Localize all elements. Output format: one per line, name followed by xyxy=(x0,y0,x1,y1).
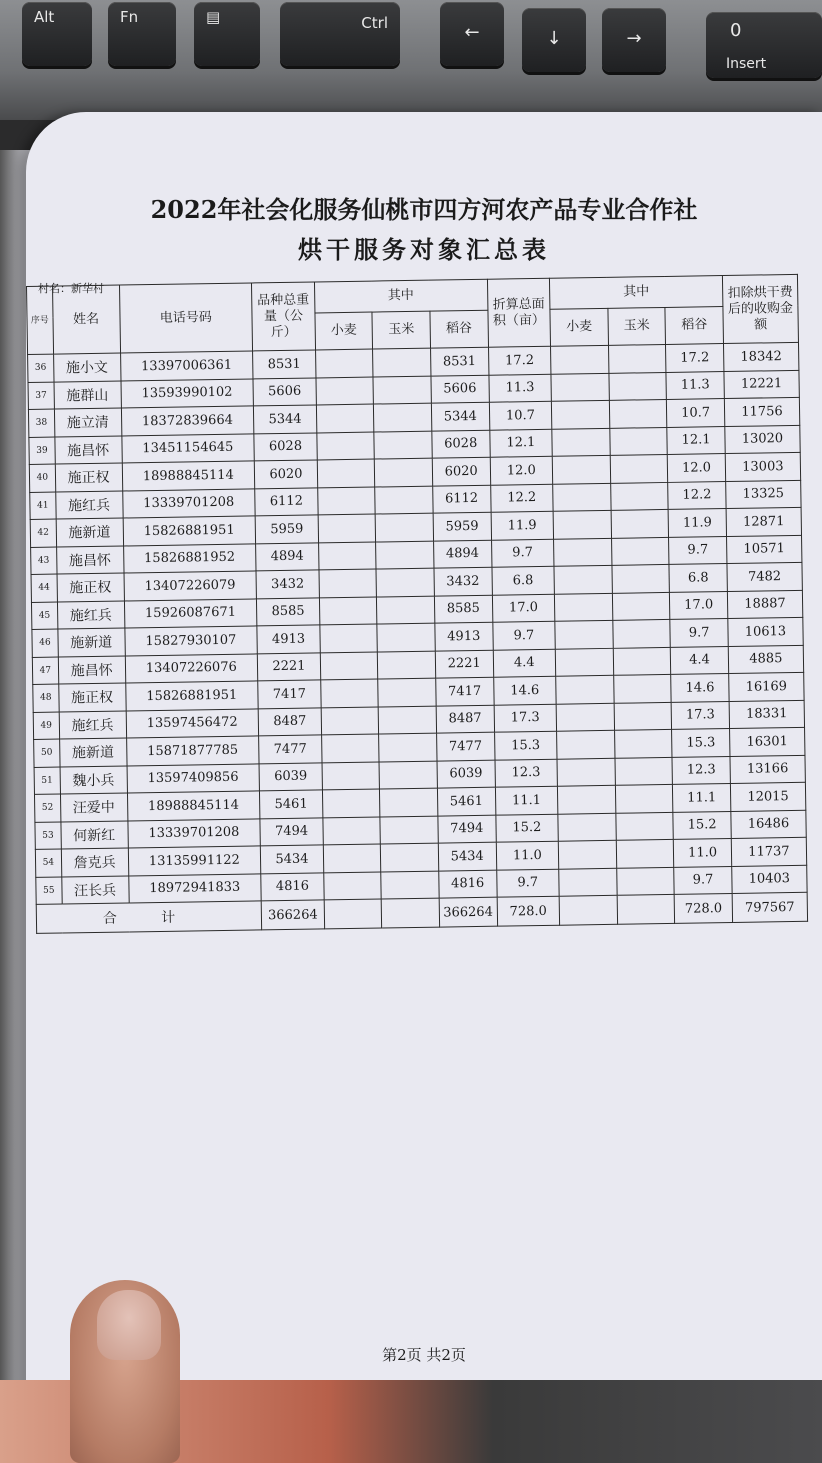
row-seq: 48 xyxy=(33,684,59,712)
row-corn-area xyxy=(611,509,669,537)
row-corn-area xyxy=(616,839,674,867)
row-name: 施正权 xyxy=(57,573,124,602)
row-amount: 18331 xyxy=(729,700,805,729)
row-wheat xyxy=(323,817,381,845)
row-corn xyxy=(376,568,434,596)
row-corn xyxy=(374,403,432,431)
row-seq: 54 xyxy=(35,849,61,877)
row-seq: 37 xyxy=(28,382,54,410)
row-name: 施立清 xyxy=(54,408,121,437)
row-wheat xyxy=(315,349,373,377)
row-rice: 5434 xyxy=(438,842,496,870)
header-phone: 电话号码 xyxy=(119,283,253,353)
row-amount: 18887 xyxy=(727,590,803,619)
header-wheat-2: 小麦 xyxy=(550,308,608,346)
row-rice-area: 17.3 xyxy=(671,701,729,729)
row-wheat-area xyxy=(553,483,611,511)
row-area: 9.7 xyxy=(496,869,559,897)
row-wheat xyxy=(321,734,379,762)
row-corn xyxy=(377,596,435,624)
row-area: 17.2 xyxy=(488,346,551,374)
left-arrow-key: ← xyxy=(440,2,504,66)
row-rice: 6020 xyxy=(432,457,490,485)
row-weight: 5434 xyxy=(260,845,323,873)
row-weight: 5461 xyxy=(260,790,323,818)
row-corn xyxy=(376,513,434,541)
summary-table xyxy=(26,274,808,934)
row-amount: 13003 xyxy=(725,452,801,481)
row-rice: 6028 xyxy=(432,430,490,458)
total-rice: 366264 xyxy=(439,897,497,927)
row-weight: 6112 xyxy=(255,487,318,515)
row-wheat xyxy=(319,597,377,625)
row-wheat-area xyxy=(554,538,612,566)
row-corn-area xyxy=(608,344,666,372)
row-seq: 40 xyxy=(29,464,55,492)
row-corn xyxy=(376,541,434,569)
row-seq: 50 xyxy=(34,739,60,767)
row-corn-area xyxy=(616,867,674,895)
row-weight: 5344 xyxy=(254,405,317,433)
row-phone: 18988845114 xyxy=(122,461,255,491)
row-seq: 42 xyxy=(30,519,56,547)
row-weight: 7417 xyxy=(258,680,321,708)
table-body xyxy=(28,342,808,904)
row-rice: 6039 xyxy=(437,760,495,788)
row-seq: 53 xyxy=(35,822,61,850)
row-phone: 13597456472 xyxy=(126,708,259,738)
row-amount: 11737 xyxy=(731,837,807,866)
row-name: 施小文 xyxy=(53,353,120,382)
row-wheat-area xyxy=(552,428,610,456)
row-phone: 18372839664 xyxy=(121,406,254,436)
down-arrow-key: ↓ xyxy=(522,8,586,72)
fingernail xyxy=(97,1290,161,1360)
row-corn xyxy=(375,458,433,486)
row-amount: 10403 xyxy=(732,865,808,894)
row-name: 施新道 xyxy=(59,738,126,767)
row-amount: 7482 xyxy=(727,562,803,591)
row-corn xyxy=(373,376,431,404)
row-rice-area: 11.9 xyxy=(668,509,726,537)
row-seq: 44 xyxy=(31,574,57,602)
fn-key: Fn xyxy=(108,2,176,66)
row-rice: 6112 xyxy=(433,485,491,513)
row-phone: 13339701208 xyxy=(127,818,260,848)
document-subtitle: 烘干服务对象汇总表 xyxy=(298,235,550,264)
row-rice-area: 14.6 xyxy=(671,674,729,702)
row-rice: 5959 xyxy=(433,512,491,540)
row-weight: 5606 xyxy=(253,377,316,405)
row-rice: 5606 xyxy=(431,375,489,403)
row-name: 施红兵 xyxy=(55,491,122,520)
row-phone: 18972941833 xyxy=(128,873,261,903)
row-wheat-area xyxy=(555,648,613,676)
row-amount: 16169 xyxy=(729,672,805,701)
row-phone: 15826881952 xyxy=(123,543,256,573)
row-area: 10.7 xyxy=(489,401,552,429)
row-name: 何新红 xyxy=(61,820,128,849)
row-corn-area xyxy=(613,674,671,702)
row-wheat xyxy=(318,514,376,542)
total-rice-area: 728.0 xyxy=(674,893,732,923)
row-seq: 43 xyxy=(31,547,57,575)
row-wheat xyxy=(321,679,379,707)
row-weight: 4913 xyxy=(257,625,320,653)
document-title: 2022年社会化服务仙桃市四方河农产品专业合作社 xyxy=(150,195,698,224)
row-weight: 3432 xyxy=(256,570,319,598)
row-wheat-area xyxy=(551,373,609,401)
header-area: 折算总面积（亩） xyxy=(487,278,551,347)
row-seq: 38 xyxy=(28,409,54,437)
row-rice: 3432 xyxy=(434,567,492,595)
row-name: 施红兵 xyxy=(57,601,124,630)
row-wheat-area xyxy=(555,593,613,621)
row-rice-area: 15.2 xyxy=(673,811,731,839)
row-rice-area: 4.4 xyxy=(671,646,729,674)
row-area: 14.6 xyxy=(493,676,556,704)
row-wheat-area xyxy=(555,620,613,648)
row-corn xyxy=(379,761,437,789)
row-phone: 13339701208 xyxy=(122,488,255,518)
row-phone: 13407226079 xyxy=(124,571,257,601)
row-weight: 6028 xyxy=(254,432,317,460)
row-rice-area: 12.0 xyxy=(668,454,726,482)
row-seq: 41 xyxy=(30,492,56,520)
row-phone: 15827930107 xyxy=(124,626,257,656)
row-rice-area: 11.0 xyxy=(674,838,732,866)
row-seq: 36 xyxy=(28,354,54,382)
row-wheat xyxy=(323,844,381,872)
row-weight: 5959 xyxy=(255,515,318,543)
alt-key: Alt xyxy=(22,2,92,66)
row-rice: 7477 xyxy=(437,732,495,760)
row-wheat xyxy=(317,432,375,460)
row-rice: 4913 xyxy=(435,622,493,650)
row-name: 施新道 xyxy=(58,628,125,657)
row-rice-area: 12.1 xyxy=(667,426,725,454)
row-rice-area: 15.3 xyxy=(672,729,730,757)
row-rice: 8531 xyxy=(430,347,488,375)
row-corn xyxy=(381,871,439,899)
row-wheat xyxy=(319,569,377,597)
row-seq: 52 xyxy=(34,794,60,822)
row-phone: 15871877785 xyxy=(126,736,259,766)
row-wheat-area xyxy=(556,675,614,703)
row-area: 17.3 xyxy=(494,704,557,732)
row-wheat xyxy=(320,624,378,652)
row-wheat-area xyxy=(556,703,614,731)
row-rice: 4816 xyxy=(439,870,497,898)
header-of-which-2: 其中 xyxy=(550,276,723,310)
row-corn xyxy=(373,348,431,376)
row-wheat xyxy=(324,871,382,899)
row-wheat-area xyxy=(558,813,616,841)
row-rice: 5344 xyxy=(431,402,489,430)
row-rice-area: 10.7 xyxy=(667,399,725,427)
row-name: 汪爱中 xyxy=(60,793,127,822)
row-rice: 7417 xyxy=(436,677,494,705)
header-seq: 序号 xyxy=(27,286,54,354)
row-corn-area xyxy=(612,564,670,592)
row-corn-area xyxy=(610,454,668,482)
header-amount: 扣除烘干费后的收购金额 xyxy=(722,274,798,343)
row-amount: 18342 xyxy=(723,342,799,371)
row-weight: 7494 xyxy=(260,817,323,845)
row-wheat-area xyxy=(557,730,615,758)
row-wheat-area xyxy=(553,510,611,538)
row-corn xyxy=(379,733,437,761)
row-corn-area xyxy=(609,399,667,427)
row-wheat xyxy=(322,762,380,790)
row-rice-area: 9.7 xyxy=(670,619,728,647)
row-rice-area: 9.7 xyxy=(674,866,732,894)
row-rice-area: 11.3 xyxy=(666,371,724,399)
row-rice-area: 6.8 xyxy=(669,564,727,592)
row-area: 15.3 xyxy=(494,731,557,759)
row-rice: 8487 xyxy=(436,705,494,733)
row-name: 施正权 xyxy=(55,463,122,492)
right-arrow-key: → xyxy=(602,8,666,72)
row-corn-area xyxy=(612,592,670,620)
row-corn-area xyxy=(614,702,672,730)
row-wheat-area xyxy=(557,758,615,786)
row-rice-area: 11.1 xyxy=(673,783,731,811)
row-wheat-area xyxy=(552,455,610,483)
row-amount: 12221 xyxy=(724,370,800,399)
row-area: 12.0 xyxy=(490,456,553,484)
row-rice-area: 17.0 xyxy=(670,591,728,619)
row-name: 汪长兵 xyxy=(61,875,128,904)
row-wheat-area xyxy=(551,345,609,373)
row-weight: 6039 xyxy=(259,762,322,790)
row-area: 4.4 xyxy=(493,649,556,677)
row-phone: 13597409856 xyxy=(127,763,260,793)
row-rice: 8585 xyxy=(434,595,492,623)
row-weight: 4894 xyxy=(256,542,319,570)
total-label: 合 计 xyxy=(36,901,262,934)
row-wheat-area xyxy=(554,565,612,593)
total-area: 728.0 xyxy=(497,896,560,926)
row-corn-area xyxy=(615,784,673,812)
header-weight: 品种总重量（公斤） xyxy=(252,282,316,351)
row-phone: 13135991122 xyxy=(128,846,261,876)
menu-key: ▤ xyxy=(194,2,260,66)
row-phone: 15826881951 xyxy=(125,681,258,711)
row-wheat-area xyxy=(552,400,610,428)
row-wheat-area xyxy=(558,785,616,813)
row-corn xyxy=(375,486,433,514)
row-seq: 55 xyxy=(36,877,62,905)
row-name: 施新道 xyxy=(56,518,123,547)
row-area: 6.8 xyxy=(491,566,554,594)
row-weight: 4816 xyxy=(261,872,324,900)
row-corn xyxy=(378,651,436,679)
row-name: 施昌怀 xyxy=(55,436,122,465)
row-corn-area xyxy=(609,372,667,400)
row-corn-area xyxy=(613,619,671,647)
row-amount: 16301 xyxy=(729,727,805,756)
row-corn xyxy=(377,623,435,651)
header-corn-2: 玉米 xyxy=(608,307,666,345)
row-wheat xyxy=(320,652,378,680)
row-phone: 13593990102 xyxy=(120,378,253,408)
row-amount: 13020 xyxy=(725,425,801,454)
row-corn xyxy=(378,678,436,706)
row-phone: 13397006361 xyxy=(120,351,253,381)
insert-key: 0 Insert xyxy=(706,12,822,78)
row-rice: 5461 xyxy=(437,787,495,815)
row-corn-area xyxy=(615,757,673,785)
row-name: 施群山 xyxy=(54,381,121,410)
row-phone: 15826881951 xyxy=(123,516,256,546)
row-area: 11.1 xyxy=(495,786,558,814)
row-phone: 13451154645 xyxy=(121,433,254,463)
row-wheat xyxy=(318,487,376,515)
row-area: 11.3 xyxy=(488,374,551,402)
row-area: 17.0 xyxy=(492,594,555,622)
row-corn xyxy=(380,816,438,844)
row-name: 魏小兵 xyxy=(60,765,127,794)
row-area: 9.7 xyxy=(492,621,555,649)
row-wheat xyxy=(321,707,379,735)
header-corn: 玉米 xyxy=(372,311,430,349)
row-name: 詹克兵 xyxy=(61,848,128,877)
row-phone: 13407226076 xyxy=(125,653,258,683)
row-rice-area: 12.3 xyxy=(672,756,730,784)
row-corn-area xyxy=(610,427,668,455)
row-corn-area xyxy=(611,537,669,565)
row-seq: 39 xyxy=(29,437,55,465)
row-amount: 12015 xyxy=(730,782,806,811)
total-amount: 797567 xyxy=(732,892,808,922)
row-rice: 7494 xyxy=(438,815,496,843)
row-rice-area: 17.2 xyxy=(666,344,724,372)
row-area: 9.7 xyxy=(491,539,554,567)
row-phone: 15926087671 xyxy=(124,598,257,628)
row-amount: 10613 xyxy=(728,617,804,646)
row-name: 施昌怀 xyxy=(58,655,125,684)
row-wheat-area xyxy=(559,868,617,896)
row-corn xyxy=(379,706,437,734)
row-rice-area: 9.7 xyxy=(669,536,727,564)
row-wheat xyxy=(316,404,374,432)
row-amount: 12871 xyxy=(726,507,802,536)
row-area: 12.3 xyxy=(494,759,557,787)
row-name: 施红兵 xyxy=(59,710,126,739)
row-wheat-area xyxy=(558,840,616,868)
row-wheat xyxy=(322,789,380,817)
total-weight: 366264 xyxy=(261,900,324,930)
row-name: 施昌怀 xyxy=(56,546,123,575)
row-amount: 4885 xyxy=(728,645,804,674)
row-area: 11.9 xyxy=(491,511,554,539)
row-amount: 11756 xyxy=(724,397,800,426)
row-weight: 2221 xyxy=(257,652,320,680)
row-weight: 8487 xyxy=(258,707,321,735)
row-corn-area xyxy=(614,729,672,757)
row-seq: 47 xyxy=(32,657,58,685)
row-weight: 6020 xyxy=(254,460,317,488)
row-rice: 4894 xyxy=(433,540,491,568)
row-phone: 18988845114 xyxy=(127,791,260,821)
header-wheat: 小麦 xyxy=(315,312,373,350)
row-corn xyxy=(380,788,438,816)
row-corn xyxy=(381,843,439,871)
row-seq: 45 xyxy=(31,602,57,630)
row-seq: 51 xyxy=(34,767,60,795)
row-amount: 16486 xyxy=(731,810,807,839)
row-amount: 10571 xyxy=(726,535,802,564)
row-rice: 2221 xyxy=(435,650,493,678)
row-area: 12.2 xyxy=(490,484,553,512)
row-area: 11.0 xyxy=(496,841,559,869)
row-name: 施正权 xyxy=(58,683,125,712)
row-amount: 13166 xyxy=(730,755,806,784)
row-corn xyxy=(374,431,432,459)
page-footer: 第2页 共2页 xyxy=(382,1346,466,1364)
row-seq: 49 xyxy=(33,712,59,740)
row-wheat xyxy=(316,377,374,405)
row-area: 12.1 xyxy=(489,429,552,457)
row-wheat xyxy=(317,459,375,487)
village-label: 村名：新华村 xyxy=(38,282,104,295)
row-weight: 8585 xyxy=(257,597,320,625)
header-name: 姓名 xyxy=(52,285,120,354)
ctrl-key: Ctrl xyxy=(280,2,400,66)
row-corn-area xyxy=(613,647,671,675)
row-wheat xyxy=(318,542,376,570)
header-rice: 稻谷 xyxy=(430,310,488,348)
row-weight: 8531 xyxy=(253,350,316,378)
row-corn-area xyxy=(616,812,674,840)
row-rice-area: 12.2 xyxy=(668,481,726,509)
row-area: 15.2 xyxy=(495,814,558,842)
row-corn-area xyxy=(610,482,668,510)
document-page xyxy=(26,112,822,1392)
row-amount: 13325 xyxy=(726,480,802,509)
keyboard xyxy=(0,0,822,120)
header-rice-2: 稻谷 xyxy=(665,307,723,345)
header-of-which: 其中 xyxy=(314,279,487,313)
row-seq: 46 xyxy=(32,629,58,657)
row-weight: 7477 xyxy=(259,735,322,763)
